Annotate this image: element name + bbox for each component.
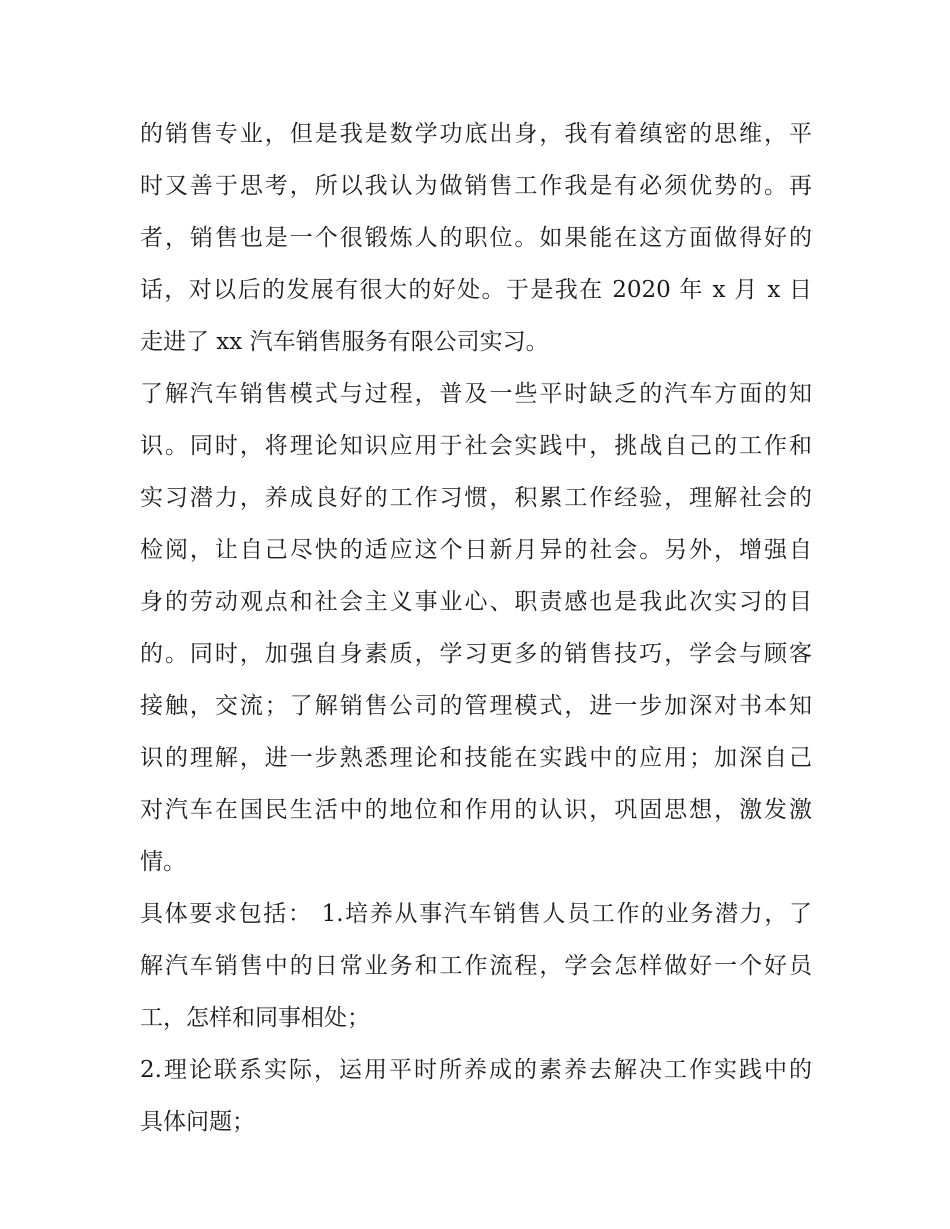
text-line: 识的理解，进一步熟悉理论和技能在实践中的应用；加深自己 <box>140 745 812 771</box>
text-line: 者，销售也是一个很锻炼人的职位。如果能在这方面做得好的 <box>140 225 812 251</box>
document-body <box>140 108 812 1148</box>
text-line: 的销售专业，但是我是数学功底出身，我有着缜密的思维，平 <box>140 121 812 147</box>
text-line: 检阅，让自己尽快的适应这个日新月异的社会。另外，增强自 <box>140 537 812 563</box>
text-line: 的。同时，加强自身素质，学习更多的销售技巧，学会与顾客 <box>140 641 812 667</box>
text-line: 解汽车销售中的日常业务和工作流程，学会怎样做好一个好员 <box>140 953 812 979</box>
text-line: 时又善于思考，所以我认为做销售工作我是有必须优势的。再 <box>140 173 812 199</box>
text-line: 具体要求包括： 1.培养从事汽车销售人员工作的业务潜力，了 <box>140 901 812 927</box>
paragraph-internship-motivation <box>140 108 812 368</box>
text-line: 2.理论联系实际，运用平时所养成的素养去解决工作实践中的 <box>140 1057 812 1083</box>
text-line: 身的劳动观点和社会主义事业心、职责感也是我此次实习的目 <box>140 589 812 615</box>
text-line: 识。同时，将理论知识应用于社会实践中，挑战自己的工作和 <box>140 433 812 459</box>
text-line: 走进了 xx 汽车销售服务有限公司实习。 <box>140 329 549 355</box>
text-line: 具体问题； <box>140 1109 255 1135</box>
text-line: 情。 <box>140 849 186 875</box>
paragraph-requirements <box>140 888 812 1044</box>
text-line: 对汽车在国民生活中的地位和作用的认识，巩固思想，激发激 <box>140 797 812 823</box>
text-line: 实习潜力，养成良好的工作习惯，积累工作经验，理解社会的 <box>140 485 812 511</box>
paragraph-internship-purpose <box>140 368 812 888</box>
text-line: 接触，交流；了解销售公司的管理模式，进一步加深对书本知 <box>140 693 812 719</box>
text-line: 话，对以后的发展有很大的好处。于是我在 2020 年 x 月 x 日 <box>140 277 812 303</box>
text-line: 了解汽车销售模式与过程，普及一些平时缺乏的汽车方面的知 <box>140 381 812 407</box>
paragraph-requirement-2 <box>140 1044 812 1148</box>
text-line: 工，怎样和同事相处； <box>140 1005 370 1031</box>
